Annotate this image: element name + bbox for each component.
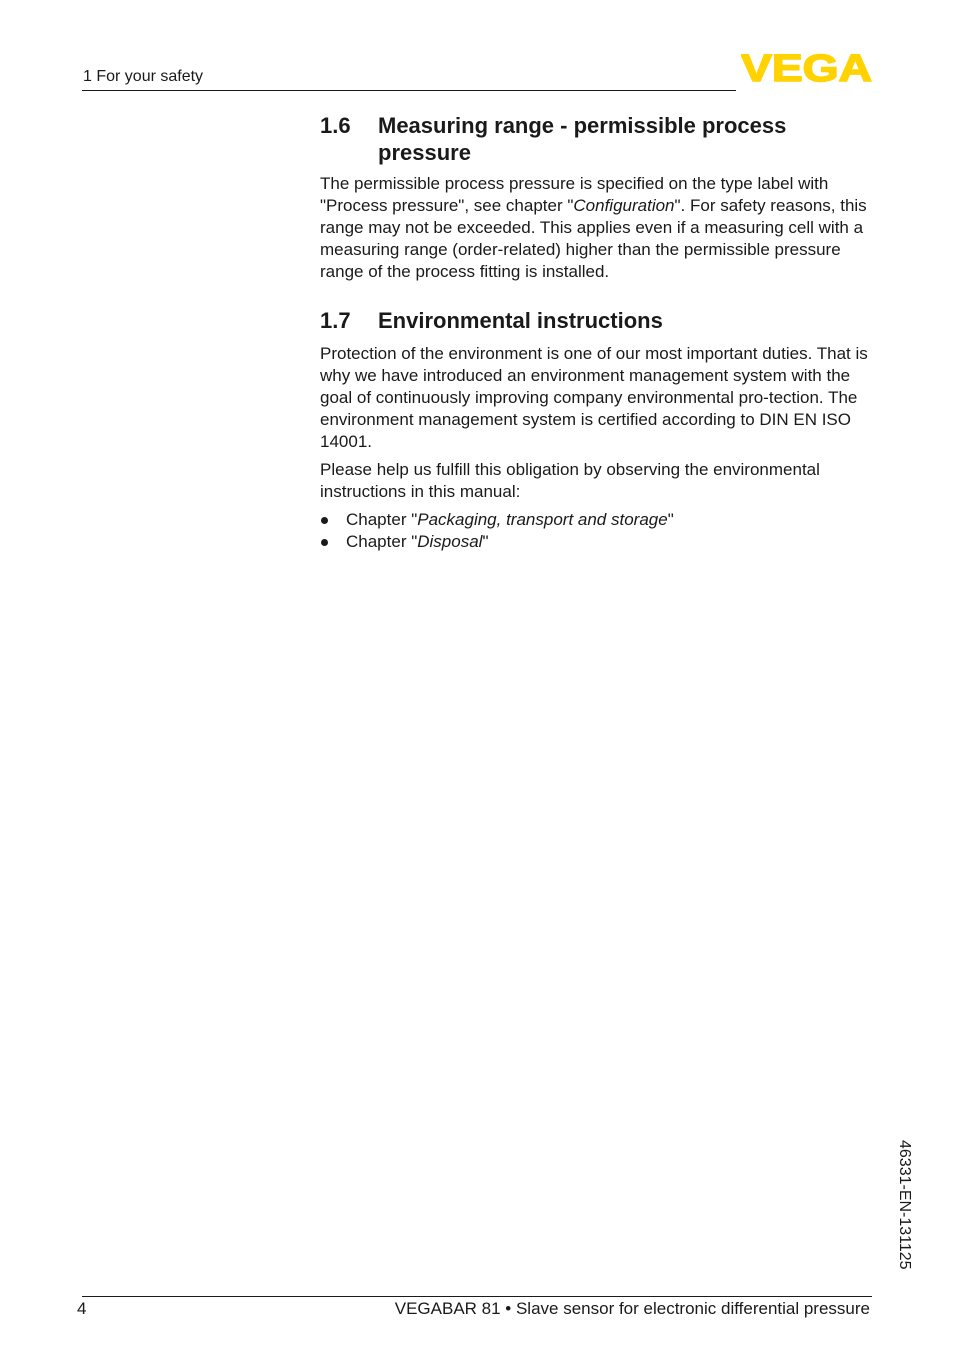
paragraph: Protection of the environment is one of our most important duties. That is why we have introduced an environment management system with the goal of continuously improving company environmental pro-tection. The environment management system is certified according to DIN EN ISO 14001. — [320, 344, 868, 451]
section-number: 1.7 — [320, 308, 351, 333]
section-measuring-range — [320, 112, 880, 283]
paragraph — [320, 173, 880, 283]
list-item — [320, 509, 880, 531]
bullet-icon — [321, 539, 328, 546]
main-content — [320, 112, 880, 553]
section-title: Measuring range - permissible process pressure — [378, 113, 787, 165]
footer-document-title: VEGABAR 81 • Slave sensor for electronic differential pressure — [394, 1299, 870, 1318]
bullet-icon — [321, 517, 328, 524]
header-divider — [82, 90, 736, 91]
text-run: " — [482, 532, 489, 551]
text-run: Chapter " — [346, 532, 418, 551]
section-number: 1.6 — [320, 113, 351, 138]
text-run: " — [667, 510, 674, 529]
text-run: Chapter " — [346, 510, 418, 529]
text-run: ". For safety reasons, this range may not be exceeded. This applies even if a measuring cell with a measuring range (order-related) higher than the permissible pressure range of the process fitting is installed. — [320, 196, 867, 281]
page-number: 4 — [77, 1299, 87, 1318]
list-item — [320, 531, 880, 553]
document-code: 46331-EN-131125 — [896, 1140, 913, 1270]
footer-divider — [82, 1296, 872, 1297]
vega-logo — [741, 52, 872, 83]
paragraph: Please help us fulfill this obligation by observing the environmental instructions in this manual: — [320, 460, 820, 501]
logo-lettering: VEGA — [741, 52, 872, 83]
section-title: Environmental instructions — [378, 308, 663, 333]
running-header: 1 For your safety — [83, 68, 204, 85]
chapter-reference: Disposal — [417, 532, 483, 551]
bullet-list — [320, 509, 880, 553]
vega-logo-icon — [741, 52, 872, 83]
section-heading — [320, 307, 880, 334]
section-environmental — [320, 307, 880, 553]
text-run: The permissible process pressure is specified on the type label with "Process pressure", see chapter " — [320, 174, 829, 215]
chapter-reference: Packaging, transport and storage — [417, 510, 668, 529]
chapter-reference: Configuration — [573, 196, 675, 215]
section-heading — [320, 112, 880, 166]
